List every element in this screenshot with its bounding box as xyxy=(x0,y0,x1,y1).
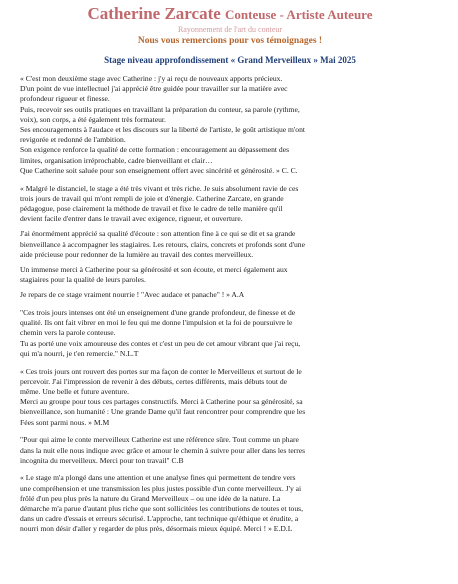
testimonial-paragraph xyxy=(20,473,440,534)
page-title xyxy=(20,4,440,24)
testimonial-paragraph xyxy=(20,435,440,466)
text-line: chemin vers la parole conteuse. xyxy=(20,328,116,338)
text-line: bienveillance à accompagner les stagiaires. Les retours, clairs, concrets et profonds sont d'une xyxy=(20,239,305,249)
testimonial-paragraph xyxy=(20,290,440,300)
text-line: démarche m'a parue d'autant plus riche que sont sollicitées les contributions de toutes et tous, xyxy=(20,504,303,514)
testimonial-paragraph xyxy=(20,74,440,176)
text-line: bienveillance, son humanité : Une grande Dame qu'il faut rencontrer pour comprendre que les xyxy=(20,407,306,417)
testimonial-paragraph xyxy=(20,229,440,260)
text-line: profondeur rigueur et finesse. xyxy=(20,94,110,104)
text-line: qualité. Ils ont fait vibrer en moi le feu qui me donne l'impulsion et la foi de poursuivre le xyxy=(20,318,293,328)
text-line: frôlé d'un peu plus près la nature du Grand Merveilleux – ou une idée de la nature. La xyxy=(20,493,281,503)
author-name: Catherine Zarcate xyxy=(87,4,221,23)
text-line: "Ces trois jours intenses ont été un enseignement d'une grande profondeur, de finesse et de xyxy=(20,308,296,318)
text-line: limites, organisation irréprochable, cadre bienveillant et clair… xyxy=(20,155,213,165)
text-line: « Malgré le distanciel, le stage a été très vivant et très riche. Je suis absolument ravie de ces xyxy=(20,183,299,193)
text-line: dans un cadre d'essais et erreurs sécurisé. L'approche, tant technique qu'éthique et érudite, a xyxy=(20,514,299,524)
text-line: dans la nuit elle nous indique avec grâce et amour le chemin à suivre pour aller dans les terres xyxy=(20,445,306,455)
testimonial-paragraph xyxy=(20,265,440,285)
testimonial-paragraph xyxy=(20,184,440,225)
text-line: une compréhension et une transmission les plus justes possible d'un conte merveilleux. J'y ai xyxy=(20,483,302,493)
text-line: incognita du merveilleux. Merci pour ton travail" C.B xyxy=(20,455,184,465)
text-line: Je repars de ce stage vraiment nourrie ! "Avec audace et panache" ! » A.A xyxy=(20,290,245,300)
text-line: « Ces trois jours ont rouvert des portes sur ma façon de conter le Merveilleux et surtout de le xyxy=(20,366,302,376)
page-header xyxy=(20,4,440,47)
text-line: nourri mon désir d'aller y regarder de plus près, désormais mieux équipé. Merci ! » E.D.L xyxy=(20,524,293,534)
testimonials-body xyxy=(20,74,440,535)
text-line: « Le stage m'a plongé dans une attention et une analyse fines qui permettent de tendre vers xyxy=(20,473,296,483)
thanks-message: Nous vous remercions pour vos témoignages ! xyxy=(137,36,323,46)
text-line: « C'est mon deuxième stage avec Catherine : j'y ai reçu de nouveaux apports précieux. xyxy=(20,74,283,83)
text-line: Son exigence renforce la qualité de cette formation : encouragement au dépassement des xyxy=(20,145,290,155)
testimonial-paragraph xyxy=(20,308,440,359)
text-line: Ses encouragements à l'audace et les discours sur la liberté de l'artiste, le goût artistique m'ont xyxy=(20,125,305,135)
text-line: percevoir. J'ai l'impression de revenir à des débuts, certes différents, mais débuts tout de xyxy=(20,376,288,386)
stage-title: Stage niveau approfondissement « Grand Merveilleux » Mai 2025 xyxy=(104,55,356,65)
text-line: revigorée et redonné de l'ambition. xyxy=(20,135,126,145)
text-line: Que Catherine soit saluée pour son enseignement offert avec sincérité et générosité. » C. C. xyxy=(20,165,298,175)
text-line: aide précieuse pour redonner de la lumière au travail des contes merveilleux. xyxy=(20,249,254,259)
text-line: Fées sont parmi nous. » M.M xyxy=(20,417,110,427)
testimonial-paragraph xyxy=(20,367,440,428)
text-line: devient facile d'entrer dans le travail avec exigence, rigueur, et ouverture. xyxy=(20,214,243,224)
text-line: "Pour qui aime le conte merveilleux Catherine est une référence sûre. Tout comme un phare xyxy=(20,435,299,445)
text-line: pédagogue, pose clairement la méthode de travail et fixe le cadre de telle manière qu'il xyxy=(20,203,283,213)
text-line: Merci au groupe pour tous ces partages constructifs. Merci à Catherine pour sa générosité, sa xyxy=(20,397,303,407)
text-line: J'ai énormément apprécié sa qualité d'écoute : son attention fine à ce qui se dit et sa grande xyxy=(20,229,296,239)
tagline: Rayonnement de l'art du conteur xyxy=(177,25,283,34)
text-line: trois jours de travail qui m'ont rempli de joie et d'énergie. Catherine Zarcate, en grande xyxy=(20,193,284,203)
text-line: même. Une belle et future aventure. xyxy=(20,386,130,396)
text-line: Tu as porté une voix amoureuse des contes et c'est un peu de cet amour vibrant que j'ai reçu, xyxy=(20,338,301,348)
text-line: stagiaires pour la qualité de leurs paroles. xyxy=(20,275,146,285)
author-subtitle: Conteuse - Artiste Auteure xyxy=(225,7,373,22)
text-line: voix), son corps, a été également très formateur. xyxy=(20,114,166,124)
text-line: Puis, recevoir ses outils pratiques en travaillant la préparation du conteur, sa parole (rythme, xyxy=(20,104,300,114)
text-line: Un immense merci à Catherine pour sa générosité et son écoute, et merci également aux xyxy=(20,264,288,274)
text-line: qui m'a nourri, je t'en remercie." N.L.T xyxy=(20,348,139,358)
text-line: D'un point de vue intellectuel j'ai apprécié être guidée pour travailler sur la matière avec xyxy=(20,84,288,94)
